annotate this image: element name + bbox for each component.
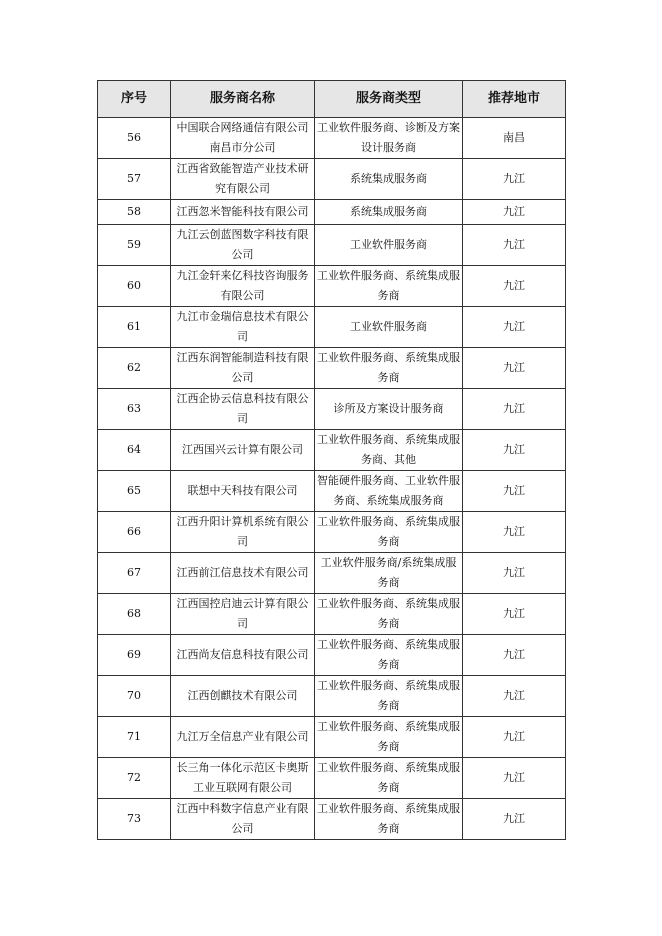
- cell-city: 九江: [463, 389, 566, 430]
- cell-provider-type: 工业软件服务商、系统集成服务商、其他: [315, 430, 463, 471]
- cell-city: 九江: [463, 225, 566, 266]
- cell-index: 69: [98, 635, 171, 676]
- cell-index: 71: [98, 717, 171, 758]
- cell-index: 67: [98, 553, 171, 594]
- table-row: [98, 512, 566, 553]
- header-provider-name: 服务商名称: [171, 81, 315, 118]
- cell-provider-name: 长三角一体化示范区卡奥斯工业互联网有限公司: [171, 758, 315, 799]
- cell-provider-type: 工业软件服务商、系统集成服务商: [315, 512, 463, 553]
- cell-index: 62: [98, 348, 171, 389]
- table-row: [98, 266, 566, 307]
- cell-city: 九江: [463, 717, 566, 758]
- cell-provider-name: 江西东润智能制造科技有限公司: [171, 348, 315, 389]
- table-row: [98, 430, 566, 471]
- cell-city: 九江: [463, 159, 566, 200]
- cell-index: 57: [98, 159, 171, 200]
- cell-index: 60: [98, 266, 171, 307]
- cell-city: 九江: [463, 430, 566, 471]
- table-row: [98, 307, 566, 348]
- cell-provider-name: 江西省致能智造产业技术研究有限公司: [171, 159, 315, 200]
- cell-city: 九江: [463, 799, 566, 840]
- cell-provider-type: 工业软件服务商、系统集成服务商: [315, 594, 463, 635]
- cell-provider-type: 工业软件服务商、诊断及方案设计服务商: [315, 118, 463, 159]
- cell-city: 九江: [463, 200, 566, 225]
- cell-index: 70: [98, 676, 171, 717]
- cell-city: 九江: [463, 676, 566, 717]
- cell-provider-type: 系统集成服务商: [315, 159, 463, 200]
- cell-provider-name: 江西企协云信息科技有限公司: [171, 389, 315, 430]
- cell-provider-type: 工业软件服务商: [315, 307, 463, 348]
- cell-city: 南昌: [463, 118, 566, 159]
- cell-provider-name: 江西国兴云计算有限公司: [171, 430, 315, 471]
- cell-provider-type: 工业软件服务商、系统集成服务商: [315, 266, 463, 307]
- cell-index: 61: [98, 307, 171, 348]
- cell-city: 九江: [463, 635, 566, 676]
- table-row: [98, 200, 566, 225]
- table-row: [98, 118, 566, 159]
- cell-provider-name: 江西中科数字信息产业有限公司: [171, 799, 315, 840]
- table-row: [98, 758, 566, 799]
- table-header-row: [98, 81, 566, 118]
- cell-provider-name: 江西尚友信息科技有限公司: [171, 635, 315, 676]
- header-index: 序号: [98, 81, 171, 118]
- cell-provider-type: 工业软件服务商、系统集成服务商: [315, 799, 463, 840]
- cell-provider-name: 江西国控启迪云计算有限公司: [171, 594, 315, 635]
- cell-index: 68: [98, 594, 171, 635]
- cell-provider-name: 中国联合网络通信有限公司南昌市分公司: [171, 118, 315, 159]
- cell-index: 72: [98, 758, 171, 799]
- cell-index: 63: [98, 389, 171, 430]
- cell-city: 九江: [463, 553, 566, 594]
- cell-city: 九江: [463, 266, 566, 307]
- cell-index: 65: [98, 471, 171, 512]
- table-row: [98, 159, 566, 200]
- cell-provider-name: 九江金轩来亿科技咨询服务有限公司: [171, 266, 315, 307]
- cell-city: 九江: [463, 512, 566, 553]
- table-row: [98, 348, 566, 389]
- cell-index: 66: [98, 512, 171, 553]
- cell-city: 九江: [463, 594, 566, 635]
- cell-index: 64: [98, 430, 171, 471]
- cell-provider-type: 工业软件服务商、系统集成服务商: [315, 717, 463, 758]
- cell-provider-type: 工业软件服务商、系统集成服务商: [315, 348, 463, 389]
- cell-provider-type: 工业软件服务商、系统集成服务商: [315, 676, 463, 717]
- table-row: [98, 635, 566, 676]
- cell-provider-type: 诊所及方案设计服务商: [315, 389, 463, 430]
- cell-provider-type: 工业软件服务商、系统集成服务商: [315, 758, 463, 799]
- cell-index: 58: [98, 200, 171, 225]
- cell-provider-type: 智能硬件服务商、工业软件服务商、系统集成服务商: [315, 471, 463, 512]
- table-row: [98, 225, 566, 266]
- table-row: [98, 676, 566, 717]
- cell-provider-name: 联想中天科技有限公司: [171, 471, 315, 512]
- cell-provider-name: 江西前江信息技术有限公司: [171, 553, 315, 594]
- header-provider-type: 服务商类型: [315, 81, 463, 118]
- cell-city: 九江: [463, 758, 566, 799]
- cell-city: 九江: [463, 471, 566, 512]
- cell-index: 73: [98, 799, 171, 840]
- cell-provider-name: 九江万全信息产业有限公司: [171, 717, 315, 758]
- cell-provider-type: 工业软件服务商/系统集成服务商: [315, 553, 463, 594]
- cell-index: 59: [98, 225, 171, 266]
- cell-provider-name: 江西忽米智能科技有限公司: [171, 200, 315, 225]
- cell-provider-type: 系统集成服务商: [315, 200, 463, 225]
- cell-provider-name: 九江云创蓝图数字科技有限公司: [171, 225, 315, 266]
- cell-city: 九江: [463, 307, 566, 348]
- cell-provider-name: 江西创麒技术有限公司: [171, 676, 315, 717]
- cell-provider-name: 江西升阳计算机系统有限公司: [171, 512, 315, 553]
- cell-provider-name: 九江市金瑞信息技术有限公司: [171, 307, 315, 348]
- table-row: [98, 553, 566, 594]
- header-recommended-city: 推荐地市: [463, 81, 566, 118]
- cell-provider-type: 工业软件服务商: [315, 225, 463, 266]
- cell-provider-type: 工业软件服务商、系统集成服务商: [315, 635, 463, 676]
- cell-index: 56: [98, 118, 171, 159]
- table-row: [98, 594, 566, 635]
- service-provider-table: [97, 80, 566, 840]
- table-row: [98, 389, 566, 430]
- cell-city: 九江: [463, 348, 566, 389]
- table-row: [98, 717, 566, 758]
- table-row: [98, 799, 566, 840]
- table-row: [98, 471, 566, 512]
